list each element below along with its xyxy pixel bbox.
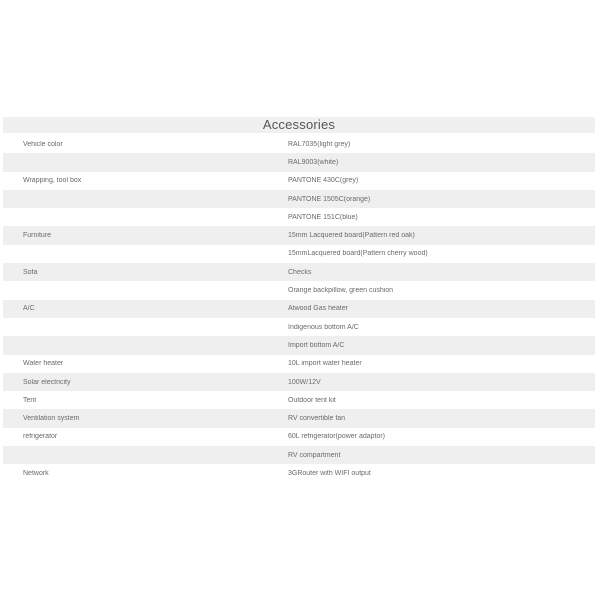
row-value: 10L import water heater bbox=[288, 360, 362, 368]
row-value: Outdoor tent kit bbox=[288, 396, 336, 404]
row-value: 100W/12V bbox=[288, 378, 321, 386]
row-value: RAL9003(white) bbox=[288, 158, 339, 166]
table-row bbox=[3, 300, 595, 318]
row-name: Wrapping, tool box bbox=[23, 177, 82, 185]
accessories-table bbox=[3, 117, 595, 483]
table-row bbox=[3, 446, 595, 464]
table-row bbox=[3, 373, 595, 391]
table-row bbox=[3, 226, 595, 244]
table-row bbox=[3, 318, 595, 336]
table-row bbox=[3, 245, 595, 263]
row-value: RV compartment bbox=[288, 451, 341, 459]
table-row bbox=[3, 464, 595, 482]
row-value: 3GRouter with WIFI output bbox=[288, 469, 371, 477]
row-name: Furniture bbox=[23, 232, 52, 240]
table-row bbox=[3, 263, 595, 281]
row-value: RV convertible fan bbox=[288, 415, 346, 423]
row-value: 60L refrigerator(power adaptor) bbox=[288, 433, 386, 441]
table-row bbox=[3, 208, 595, 226]
table-title: Accessories bbox=[3, 117, 595, 133]
row-value: Checks bbox=[288, 268, 312, 276]
row-value: RAL7035(light grey) bbox=[288, 140, 351, 148]
row-value: Atwood Gas heater bbox=[288, 305, 348, 313]
table-row bbox=[3, 153, 595, 171]
row-name: Water heater bbox=[23, 360, 64, 368]
table-row bbox=[3, 190, 595, 208]
row-name: A/C bbox=[23, 305, 35, 313]
table-row bbox=[3, 135, 595, 153]
row-name: Solar electricity bbox=[23, 378, 71, 386]
table-row bbox=[3, 172, 595, 190]
row-name: Ventilation system bbox=[23, 415, 80, 423]
table-body bbox=[3, 135, 595, 483]
row-value: Orange backpillow, green cushion bbox=[288, 287, 394, 295]
row-name: Sofa bbox=[23, 268, 38, 276]
table-row bbox=[3, 428, 595, 446]
table-row bbox=[3, 355, 595, 373]
row-value: PANTONE 151C(blue) bbox=[288, 213, 358, 221]
row-value: PANTONE 1505C(orange) bbox=[288, 195, 371, 203]
row-value: 15mmLacquered board(Pattern cherry wood) bbox=[288, 250, 428, 258]
table-row bbox=[3, 336, 595, 354]
row-name: Vehicle color bbox=[23, 140, 63, 148]
table-row bbox=[3, 281, 595, 299]
table-row bbox=[3, 409, 595, 427]
row-value: Indigenous bottom A/C bbox=[288, 323, 359, 331]
row-value: 15mm Lacquered board(Pattern red oak) bbox=[288, 232, 415, 240]
row-name: Tent bbox=[23, 396, 37, 404]
row-value: PANTONE 430C(grey) bbox=[288, 177, 359, 185]
row-name: refrigerator bbox=[23, 433, 58, 441]
row-value: Import bottom A/C bbox=[288, 341, 345, 349]
table-row bbox=[3, 391, 595, 409]
row-name: Network bbox=[23, 469, 49, 477]
